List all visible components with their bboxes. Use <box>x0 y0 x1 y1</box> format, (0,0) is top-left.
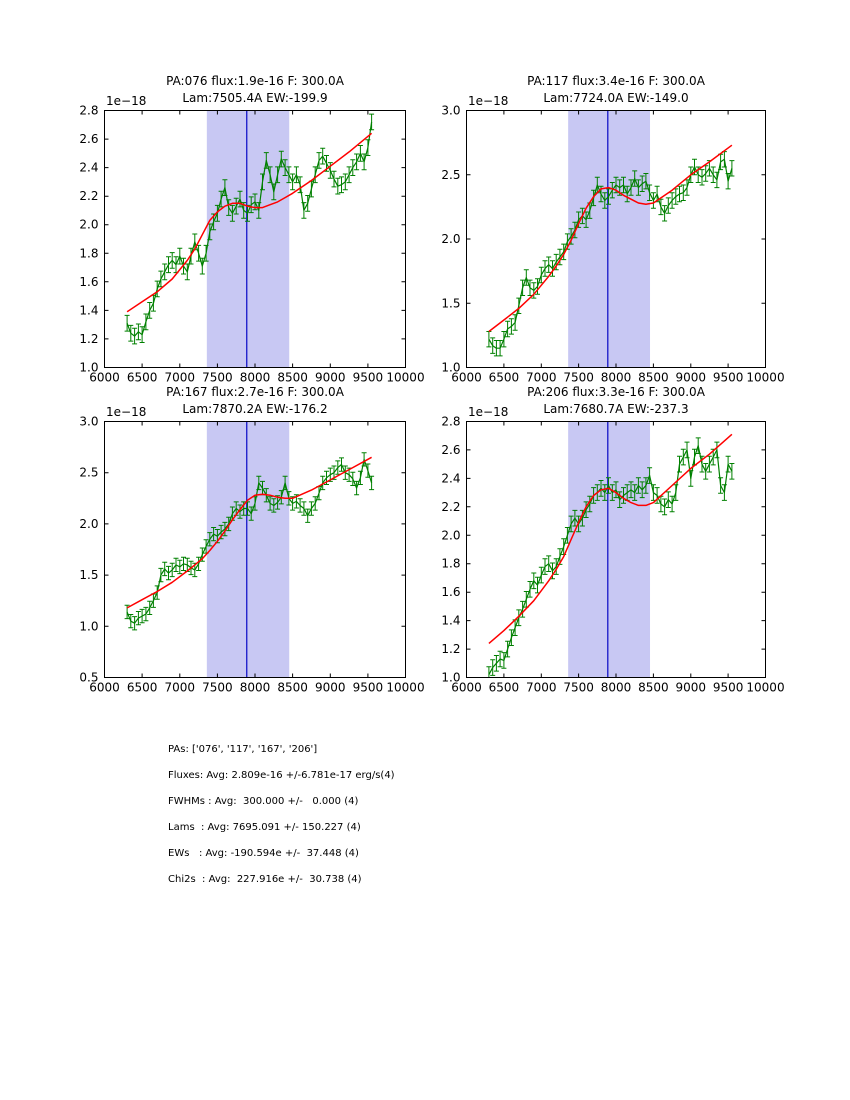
stats-pas-line: PAs: ['076', '117', '167', '206'] <box>168 744 318 755</box>
y-tick-label: 2.0 <box>441 232 461 246</box>
stats-lams-line: Lams : Avg: 7695.091 +/- 150.227 (4) <box>168 822 361 833</box>
stats-ews-line: EWs : Avg: -190.594e +/- 37.448 (4) <box>168 848 359 859</box>
y-tick-label: 1.5 <box>441 296 461 311</box>
x-tick-label: 10000 <box>386 370 425 385</box>
x-tick-label: 7500 <box>563 680 594 695</box>
x-tick-label: 6000 <box>89 680 120 695</box>
y-tick-label: 2.4 <box>441 471 461 486</box>
x-tick-label: 7500 <box>563 370 594 385</box>
x-tick-label: 7000 <box>526 370 557 385</box>
subplot-3-offset-label: 1e−18 <box>106 405 147 419</box>
y-tick-label: 2.0 <box>441 528 461 543</box>
x-tick-label: 6000 <box>89 370 120 385</box>
subplot-2-offset-label: 1e−18 <box>468 94 509 108</box>
subplot-3-plot <box>79 415 424 695</box>
y-tick-label: 0.5 <box>79 670 99 685</box>
x-tick-label: 8000 <box>600 370 632 385</box>
y-tick-label: 2.0 <box>79 217 99 232</box>
subplot-1-title-line2: Lam:7505.4A EW:-199.9 <box>182 91 328 105</box>
y-tick-label: 2.6 <box>441 442 461 457</box>
x-tick-label: 7000 <box>164 370 196 385</box>
x-tick-label: 6500 <box>488 680 520 695</box>
x-tick-label: 7500 <box>202 370 233 385</box>
x-tick-label: 9500 <box>352 370 384 385</box>
y-tick-label: 1.0 <box>79 619 99 634</box>
x-tick-label: 8500 <box>277 680 308 695</box>
stats-fwhms-line: FWHMs : Avg: 300.000 +/- 0.000 (4) <box>168 796 359 807</box>
x-tick-label: 8500 <box>638 370 669 385</box>
stats-fluxes-line: Fluxes: Avg: 2.809e-16 +/-6.781e-17 erg/s(4) <box>168 770 395 781</box>
x-tick-label: 9000 <box>315 370 346 385</box>
y-tick-label: 1.8 <box>79 246 99 261</box>
y-tick-label: 1.2 <box>441 642 461 657</box>
fit-window-band <box>568 111 650 368</box>
x-tick-label: 10000 <box>386 680 425 695</box>
y-tick-label: 2.6 <box>79 132 99 147</box>
x-tick-label: 9500 <box>712 680 744 695</box>
y-tick-label: 1.0 <box>441 670 461 685</box>
x-tick-label: 8000 <box>600 680 632 695</box>
x-tick-label: 6500 <box>488 370 520 385</box>
y-tick-label: 2.5 <box>441 167 461 182</box>
x-tick-label: 9500 <box>352 680 384 695</box>
y-tick-label: 1.8 <box>441 556 461 571</box>
y-tick-label: 2.2 <box>79 189 99 204</box>
y-tick-label: 1.4 <box>79 303 99 318</box>
x-tick-label: 9000 <box>675 680 707 695</box>
x-tick-label: 8500 <box>277 370 308 385</box>
x-tick-label: 10000 <box>746 680 785 695</box>
y-tick-label: 1.6 <box>79 274 99 289</box>
subplot-2-plot <box>441 104 784 385</box>
fit-window-band <box>207 422 289 678</box>
y-tick-label: 2.4 <box>79 160 99 175</box>
x-tick-label: 7000 <box>164 680 196 695</box>
y-tick-label: 1.0 <box>79 360 99 375</box>
y-tick-label: 1.4 <box>441 613 461 628</box>
fit-window-band <box>568 422 650 678</box>
y-tick-label: 1.5 <box>79 568 99 583</box>
subplot-2-title-line2: Lam:7724.0A EW:-149.0 <box>543 91 689 105</box>
x-tick-label: 7000 <box>526 680 557 695</box>
x-tick-label: 9000 <box>675 370 707 385</box>
y-tick-label: 2.2 <box>441 499 461 514</box>
fit-window-band <box>207 111 289 368</box>
subplot-4-title-line2: Lam:7680.7A EW:-237.3 <box>543 402 689 416</box>
x-tick-label: 6500 <box>126 680 158 695</box>
y-tick-label: 3.0 <box>79 414 99 429</box>
x-tick-label: 8000 <box>239 680 271 695</box>
x-tick-label: 8000 <box>239 370 271 385</box>
y-tick-label: 2.8 <box>441 414 461 429</box>
y-tick-label: 1.6 <box>441 585 461 600</box>
x-tick-label: 8500 <box>638 680 669 695</box>
x-tick-label: 10000 <box>746 370 785 385</box>
y-tick-label: 1.2 <box>79 331 99 346</box>
y-tick-label: 2.8 <box>79 103 99 118</box>
stats-chi2s-line: Chi2s : Avg: 227.916e +/- 30.738 (4) <box>168 874 362 885</box>
y-tick-label: 1.0 <box>441 360 461 375</box>
subplot-4-offset-label: 1e−18 <box>468 405 509 419</box>
subplot-1-title-line1: PA:076 flux:1.9e-16 F: 300.0A <box>166 74 344 88</box>
y-tick-label: 2.0 <box>79 516 99 531</box>
subplot-1-plot <box>79 104 424 385</box>
subplot-3-title-line1: PA:167 flux:2.7e-16 F: 300.0A <box>166 385 344 399</box>
subplot-1-offset-label: 1e−18 <box>106 94 147 108</box>
x-tick-label: 6000 <box>451 370 482 385</box>
x-tick-label: 6000 <box>451 680 482 695</box>
y-tick-label: 2.5 <box>79 465 99 480</box>
subplot-4-plot <box>441 415 784 695</box>
y-tick-label: 3.0 <box>441 103 461 118</box>
x-tick-label: 6500 <box>126 370 158 385</box>
x-tick-label: 9000 <box>315 680 346 695</box>
subplot-4-title-line1: PA:206 flux:3.3e-16 F: 300.0A <box>527 385 705 399</box>
subplot-2-title-line1: PA:117 flux:3.4e-16 F: 300.0A <box>527 74 705 88</box>
x-tick-label: 7500 <box>202 680 233 695</box>
x-tick-label: 9500 <box>712 370 744 385</box>
subplot-3-title-line2: Lam:7870.2A EW:-176.2 <box>182 402 328 416</box>
summary-stats-block <box>168 741 395 897</box>
